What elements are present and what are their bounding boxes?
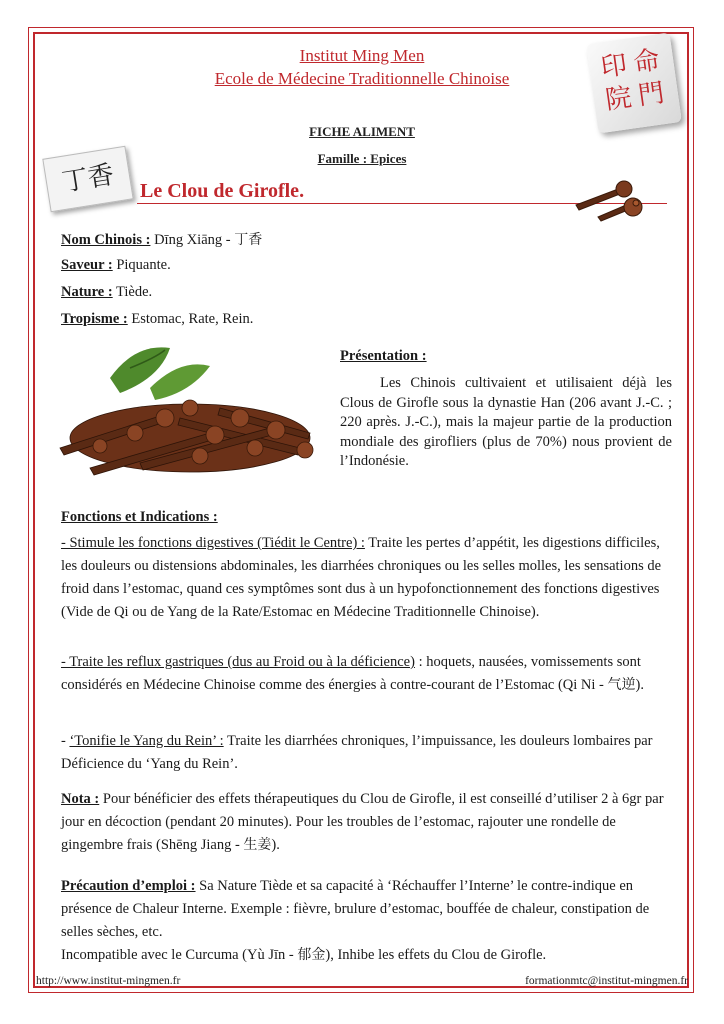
fonction-digestive-head: - Stimule les fonctions digestives (Tiédit le Centre) : — [61, 535, 365, 551]
fonctions-title: Fonctions et Indications : — [61, 509, 218, 525]
fonction-digestive — [61, 532, 673, 624]
saveur-value: Piquante. — [112, 257, 171, 273]
fonction-rein-pre: - — [61, 733, 70, 749]
fonction-reflux-text: : hoquets, nausées, vomissements sont considérés en Médecine Chinoise comme des énergies à contre-courant de l’Estomac (Qi Ni - — [61, 654, 641, 693]
precaution-line2-end: ), Inhibe les effets du Clou de Girofle. — [325, 947, 547, 963]
nature-label: Nature : — [61, 284, 113, 300]
field-nature — [61, 284, 152, 301]
nom-cjk: 丁香 — [234, 232, 263, 248]
field-tropisme — [61, 311, 253, 328]
precaution-text: Sa Nature Tiède et sa capacité à ‘Réchauffer l’Interne’ le contre-indique en présence de Chaleur Interne. Exemple : fièvre, brulure d’estomac, bouffée de chaleur, constipation de selles sèches, etc. — [61, 878, 650, 940]
school-name: Ecole de Médecine Traditionnelle Chinoise — [214, 69, 510, 88]
seal-char: 命 — [631, 45, 662, 79]
precaution-line2-pre: Incompatible avec le Curcuma (Yù Jīn - — [61, 947, 298, 963]
field-saveur — [61, 257, 171, 274]
presentation-title: Présentation : — [340, 348, 427, 364]
precaution-paragraph — [61, 875, 673, 967]
fonction-digestive-text: Traite les pertes d’appétit, les digestions difficiles, les douleurs ou distensions abdominales, les diarrhées chroniques ou les selles molles, les sensations de froid dans l’estomac, quand ces symptômes sont dus à un hypofonctionnement des fonctions digestives (Vide de Qi ou de Yang de la Rate/Estomac en Médecine Traditionnelle Chinoise). — [61, 535, 662, 620]
field-nom-chinois — [61, 229, 262, 249]
precaution-label: Précaution d’emploi : — [61, 878, 196, 894]
seal-char: 院 — [603, 82, 634, 116]
clove-small-image — [568, 175, 648, 225]
fiche-family: Famille : Epices — [317, 151, 407, 166]
tropisme-value: Estomac, Rate, Rein. — [127, 311, 254, 327]
seal-char: 門 — [636, 78, 667, 112]
fonction-reflux-head: - Traite les reflux gastriques (dus au Froid ou à la déficience) — [61, 654, 415, 670]
fonction-reflux-cjk: 气逆 — [607, 677, 636, 693]
fonction-reflux — [61, 651, 673, 697]
nom-label: Nom Chinois : — [61, 232, 151, 248]
seal-char: 印 — [599, 49, 629, 84]
fonction-reflux-end: ). — [635, 677, 644, 693]
saveur-label: Saveur : — [61, 257, 113, 273]
institute-name: Institut Ming Men — [299, 46, 425, 65]
presentation-text: Les Chinois cultivaient et utilisaient déjà les Clous de Girofle sous la dynastie Han (206 avant J.-C. ; 220 après. J.-C.), mais la majeur partie de la production mondiale des girofliers (plus de 70%) nous provient de l’Indonésie. — [340, 375, 672, 469]
nota-end: ). — [271, 837, 280, 853]
nota-cjk: 生姜 — [243, 837, 272, 853]
tropisme-label: Tropisme : — [61, 311, 128, 327]
footer-website-link[interactable]: http://www.institut-mingmen.fr — [36, 975, 181, 987]
fiche-title: FICHE ALIMENT — [309, 124, 415, 139]
nota-text: Pour bénéficier des effets thérapeutiques du Clou de Girofle, il est conseillé d’utiliser 2 à 6gr par jour en décoction (pendant 20 minutes). Pour les troubles de l’estomac, rajouter une rondelle de gingembre frais (Shēng Jiang - — [61, 791, 664, 853]
footer-email-link[interactable]: formationmtc@institut-mingmen.fr — [525, 975, 688, 987]
nom-value: Dīng Xiāng - — [150, 232, 235, 248]
fonction-rein-text: Traite les diarrhées chroniques, l’impuissance, les douleurs lombaires par Déficience du ‘Yang du Rein’. — [61, 733, 653, 772]
precaution-line2-cjk: 郁金 — [297, 947, 326, 963]
fonction-rein — [61, 730, 673, 776]
cloves-photo — [40, 338, 332, 488]
chinese-name-tag: 丁香 — [42, 146, 133, 212]
nota-label: Nota : — [61, 791, 100, 807]
seal-logo — [586, 33, 682, 134]
nota-paragraph — [61, 788, 673, 857]
fonction-rein-head: ‘Tonifie le Yang du Rein’ : — [69, 733, 224, 749]
page-title: Le Clou de Girofle. — [140, 180, 305, 202]
nature-value: Tiède. — [112, 284, 153, 300]
